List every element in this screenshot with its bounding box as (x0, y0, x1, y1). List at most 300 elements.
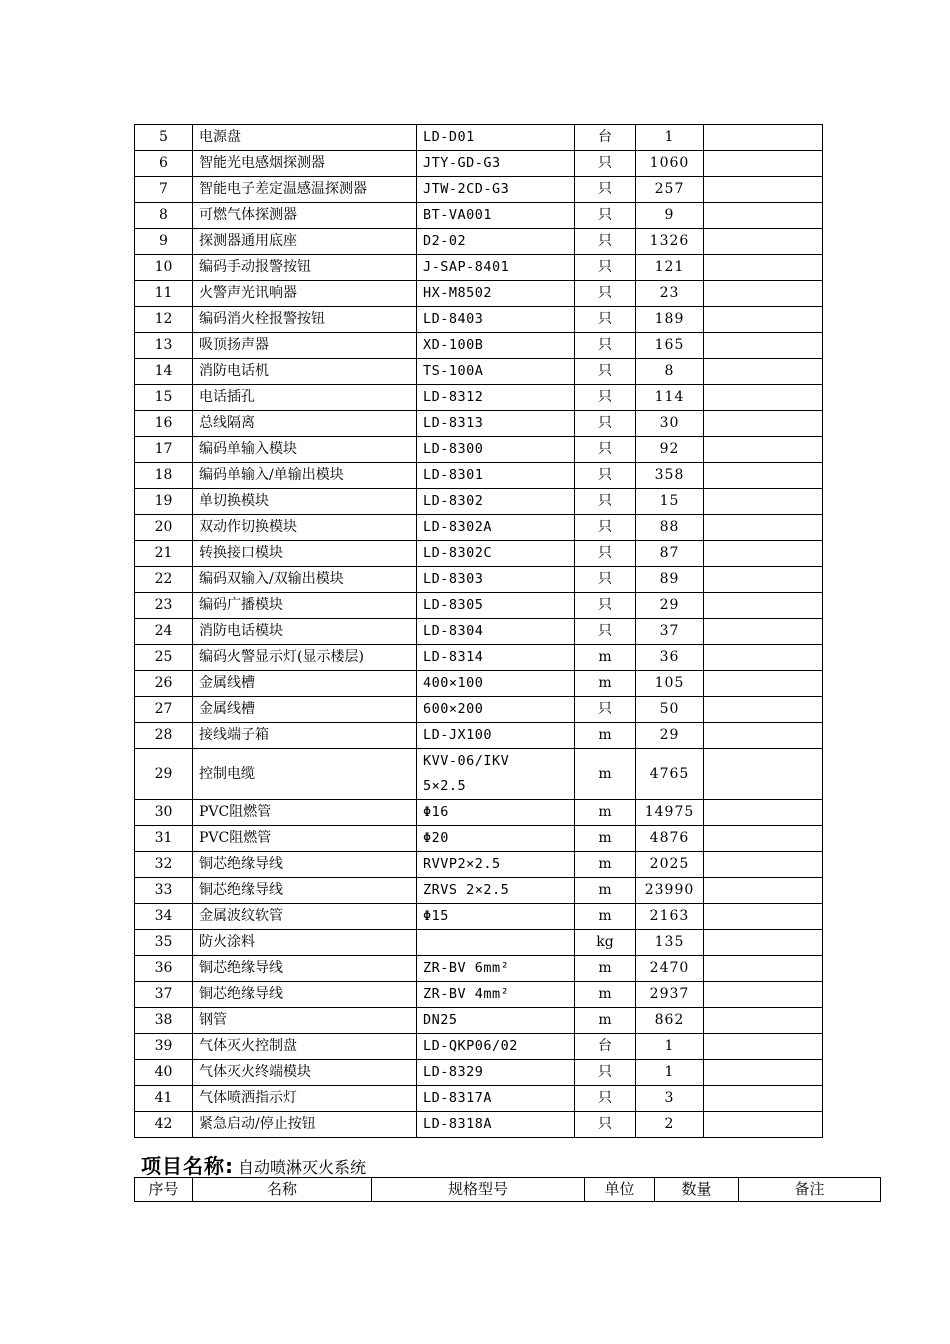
item-name: 控制电缆 (193, 749, 417, 800)
item-unit: 只 (575, 229, 636, 255)
item-model-line: ZR-BV 6mm² (423, 960, 510, 976)
item-quantity: 358 (636, 463, 704, 489)
item-note (704, 203, 823, 229)
table-row (135, 904, 823, 930)
item-model-line: ZR-BV 4mm² (423, 986, 510, 1002)
row-number: 27 (135, 697, 193, 723)
item-note (704, 982, 823, 1008)
item-unit: 只 (575, 359, 636, 385)
item-model (417, 333, 575, 359)
item-model (417, 437, 575, 463)
row-number: 42 (135, 1112, 193, 1138)
table-row (135, 255, 823, 281)
table-row (135, 151, 823, 177)
item-quantity: 165 (636, 333, 704, 359)
item-quantity: 4876 (636, 826, 704, 852)
item-name: 编码火警显示灯(显示楼层) (193, 645, 417, 671)
project-title (141, 1150, 366, 1179)
item-name: 铜芯绝缘导线 (193, 852, 417, 878)
item-name: 电源盘 (193, 125, 417, 151)
item-quantity: 121 (636, 255, 704, 281)
item-quantity: 862 (636, 1008, 704, 1034)
row-number: 17 (135, 437, 193, 463)
item-model-line: HX-M8502 (423, 285, 493, 301)
item-model (417, 800, 575, 826)
row-number: 20 (135, 515, 193, 541)
header-cell-unit: 单位 (585, 1178, 655, 1202)
header-cell-name: 名称 (193, 1178, 372, 1202)
item-note (704, 567, 823, 593)
table-row (135, 307, 823, 333)
item-name: 气体喷洒指示灯 (193, 1086, 417, 1112)
item-model-line: LD-8303 (423, 571, 484, 587)
row-number: 32 (135, 852, 193, 878)
item-model-line: Φ16 (423, 804, 449, 820)
item-model-line: J-SAP-8401 (423, 259, 510, 275)
row-number: 40 (135, 1060, 193, 1086)
item-model-line: LD-JX100 (423, 727, 493, 743)
row-number: 18 (135, 463, 193, 489)
table-row (135, 826, 823, 852)
table-row (135, 697, 823, 723)
item-model-line: RVVP2×2.5 (423, 856, 501, 872)
item-quantity: 23 (636, 281, 704, 307)
item-model-line: XD-100B (423, 337, 484, 353)
item-note (704, 593, 823, 619)
table-row (135, 1060, 823, 1086)
row-number: 41 (135, 1086, 193, 1112)
item-model-line: 5×2.5 (423, 778, 467, 794)
item-name: 金属线槽 (193, 697, 417, 723)
item-model-line: LD-8313 (423, 415, 484, 431)
item-model (417, 852, 575, 878)
row-number: 9 (135, 229, 193, 255)
project-name: 自动喷淋灭火系统 (238, 1158, 367, 1177)
item-note (704, 151, 823, 177)
row-number: 23 (135, 593, 193, 619)
item-name: PVC阻燃管 (193, 826, 417, 852)
item-quantity: 114 (636, 385, 704, 411)
row-number: 28 (135, 723, 193, 749)
item-model (417, 229, 575, 255)
item-model (417, 1112, 575, 1138)
item-name: 紧急启动/停止按钮 (193, 1112, 417, 1138)
row-number: 33 (135, 878, 193, 904)
item-note (704, 904, 823, 930)
item-unit: 只 (575, 1060, 636, 1086)
item-model-line: KVV-06/IKV (423, 753, 510, 769)
item-name: 吸顶扬声器 (193, 333, 417, 359)
table-row (135, 593, 823, 619)
item-model (417, 723, 575, 749)
item-unit: 只 (575, 1086, 636, 1112)
item-model-line: Φ15 (423, 908, 449, 924)
item-model-line: LD-8304 (423, 623, 484, 639)
item-model-line: DN25 (423, 1012, 458, 1028)
item-quantity: 1 (636, 125, 704, 151)
item-model-line: TS-100A (423, 363, 484, 379)
item-model-line: LD-D01 (423, 129, 475, 145)
item-unit: m (575, 826, 636, 852)
row-number: 16 (135, 411, 193, 437)
item-note (704, 826, 823, 852)
item-unit: 只 (575, 307, 636, 333)
table-row (135, 723, 823, 749)
item-quantity: 2470 (636, 956, 704, 982)
table-row (135, 956, 823, 982)
item-name: 火警声光讯响器 (193, 281, 417, 307)
item-quantity: 29 (636, 593, 704, 619)
item-name: 探测器通用底座 (193, 229, 417, 255)
item-note (704, 930, 823, 956)
item-model-line: LD-8302 (423, 493, 484, 509)
item-unit: 只 (575, 619, 636, 645)
item-note (704, 671, 823, 697)
row-number: 19 (135, 489, 193, 515)
item-model (417, 541, 575, 567)
item-unit: 台 (575, 125, 636, 151)
item-note (704, 1060, 823, 1086)
item-unit: 只 (575, 463, 636, 489)
item-model (417, 203, 575, 229)
item-unit: m (575, 852, 636, 878)
item-unit: m (575, 645, 636, 671)
table-row (135, 800, 823, 826)
item-note (704, 541, 823, 567)
item-unit: 台 (575, 1034, 636, 1060)
item-quantity: 257 (636, 177, 704, 203)
table-row (135, 411, 823, 437)
item-unit: 只 (575, 151, 636, 177)
item-model (417, 826, 575, 852)
table-row (135, 333, 823, 359)
item-name: 金属波纹软管 (193, 904, 417, 930)
item-model-line: LD-QKP06/02 (423, 1038, 518, 1054)
item-note (704, 333, 823, 359)
sprinkler-table-header (134, 1177, 881, 1202)
item-unit: 只 (575, 489, 636, 515)
row-number: 38 (135, 1008, 193, 1034)
table-row (135, 1034, 823, 1060)
item-model-line: LD-8329 (423, 1064, 484, 1080)
item-name: 编码消火栓报警按钮 (193, 307, 417, 333)
item-unit: m (575, 723, 636, 749)
row-number: 29 (135, 749, 193, 800)
item-model-line: 400×100 (423, 675, 484, 691)
item-name: 电话插孔 (193, 385, 417, 411)
row-number: 12 (135, 307, 193, 333)
item-quantity: 15 (636, 489, 704, 515)
item-quantity: 36 (636, 645, 704, 671)
item-unit: m (575, 904, 636, 930)
item-model (417, 411, 575, 437)
item-quantity: 1 (636, 1060, 704, 1086)
table-row (135, 671, 823, 697)
row-number: 8 (135, 203, 193, 229)
item-name: PVC阻燃管 (193, 800, 417, 826)
row-number: 36 (135, 956, 193, 982)
item-note (704, 697, 823, 723)
item-unit: 只 (575, 541, 636, 567)
item-note (704, 645, 823, 671)
item-name: 消防电话模块 (193, 619, 417, 645)
item-model (417, 697, 575, 723)
row-number: 5 (135, 125, 193, 151)
header-cell-note: 备注 (739, 1178, 881, 1202)
table-row (135, 645, 823, 671)
table-row (135, 177, 823, 203)
item-name: 编码单输入/单输出模块 (193, 463, 417, 489)
item-unit: kg (575, 930, 636, 956)
item-quantity: 29 (636, 723, 704, 749)
item-unit: 只 (575, 281, 636, 307)
item-unit: 只 (575, 697, 636, 723)
item-model (417, 749, 575, 800)
table-row (135, 515, 823, 541)
row-number: 25 (135, 645, 193, 671)
item-name: 金属线槽 (193, 671, 417, 697)
table-row (135, 489, 823, 515)
item-name: 编码手动报警按钮 (193, 255, 417, 281)
item-quantity: 8 (636, 359, 704, 385)
item-note (704, 852, 823, 878)
item-quantity: 14975 (636, 800, 704, 826)
item-model (417, 645, 575, 671)
item-model (417, 1086, 575, 1112)
item-note (704, 1034, 823, 1060)
table-row (135, 930, 823, 956)
row-number: 11 (135, 281, 193, 307)
item-quantity: 89 (636, 567, 704, 593)
table-row (135, 125, 823, 151)
row-number: 30 (135, 800, 193, 826)
item-name: 总线隔离 (193, 411, 417, 437)
item-name: 气体灭火终端模块 (193, 1060, 417, 1086)
header-cell-qty: 数量 (655, 1178, 739, 1202)
item-unit: m (575, 800, 636, 826)
item-model (417, 177, 575, 203)
item-note (704, 1008, 823, 1034)
item-note (704, 878, 823, 904)
item-unit: 只 (575, 255, 636, 281)
table-row (135, 229, 823, 255)
item-unit: m (575, 671, 636, 697)
item-unit: 只 (575, 203, 636, 229)
row-number: 14 (135, 359, 193, 385)
item-quantity: 4765 (636, 749, 704, 800)
item-note (704, 281, 823, 307)
table-row (135, 463, 823, 489)
item-note (704, 515, 823, 541)
item-model-line: JTW-2CD-G3 (423, 181, 510, 197)
item-unit: m (575, 749, 636, 800)
item-model-line: LD-8305 (423, 597, 484, 613)
equipment-table (134, 124, 823, 1138)
item-unit: 只 (575, 385, 636, 411)
table-row (135, 878, 823, 904)
item-model (417, 359, 575, 385)
item-note (704, 723, 823, 749)
item-unit: 只 (575, 411, 636, 437)
item-quantity: 87 (636, 541, 704, 567)
item-model-line: LD-8314 (423, 649, 484, 665)
item-name: 铜芯绝缘导线 (193, 982, 417, 1008)
row-number: 22 (135, 567, 193, 593)
table-row (135, 437, 823, 463)
table-row (135, 1112, 823, 1138)
item-note (704, 489, 823, 515)
item-unit: 只 (575, 437, 636, 463)
row-number: 6 (135, 151, 193, 177)
item-model (417, 1060, 575, 1086)
row-number: 34 (135, 904, 193, 930)
row-number: 7 (135, 177, 193, 203)
item-model (417, 567, 575, 593)
item-note (704, 956, 823, 982)
item-quantity: 30 (636, 411, 704, 437)
item-name: 铜芯绝缘导线 (193, 956, 417, 982)
item-name: 智能电子差定温感温探测器 (193, 177, 417, 203)
header-cell-no: 序号 (135, 1178, 193, 1202)
item-model (417, 255, 575, 281)
item-note (704, 619, 823, 645)
item-quantity: 92 (636, 437, 704, 463)
table-row (135, 281, 823, 307)
item-name: 消防电话机 (193, 359, 417, 385)
item-unit: m (575, 878, 636, 904)
item-quantity: 23990 (636, 878, 704, 904)
item-model (417, 593, 575, 619)
item-quantity: 9 (636, 203, 704, 229)
row-number: 37 (135, 982, 193, 1008)
table-row (135, 852, 823, 878)
item-name: 气体灭火控制盘 (193, 1034, 417, 1060)
item-name: 转换接口模块 (193, 541, 417, 567)
item-name: 可燃气体探测器 (193, 203, 417, 229)
item-model (417, 489, 575, 515)
row-number: 21 (135, 541, 193, 567)
item-model (417, 671, 575, 697)
row-number: 26 (135, 671, 193, 697)
row-number: 31 (135, 826, 193, 852)
item-note (704, 411, 823, 437)
item-name: 防火涂料 (193, 930, 417, 956)
table-row (135, 567, 823, 593)
item-quantity: 2163 (636, 904, 704, 930)
item-name: 钢管 (193, 1008, 417, 1034)
item-note (704, 359, 823, 385)
item-model (417, 1034, 575, 1060)
table-row (135, 1008, 823, 1034)
item-model-line: LD-8312 (423, 389, 484, 405)
item-model-line: LD-8302A (423, 519, 493, 535)
item-model-line: ZRVS 2×2.5 (423, 882, 510, 898)
item-model-line: 600×200 (423, 701, 484, 717)
item-quantity: 88 (636, 515, 704, 541)
item-quantity: 3 (636, 1086, 704, 1112)
header-cell-model: 规格型号 (372, 1178, 585, 1202)
item-model-line: LD-8302C (423, 545, 493, 561)
item-note (704, 437, 823, 463)
header-row (135, 1178, 881, 1202)
item-unit: m (575, 956, 636, 982)
item-unit: 只 (575, 333, 636, 359)
row-number: 13 (135, 333, 193, 359)
item-unit: m (575, 982, 636, 1008)
item-model (417, 151, 575, 177)
item-model-line: D2-02 (423, 233, 467, 249)
item-model (417, 307, 575, 333)
item-model (417, 982, 575, 1008)
item-model (417, 878, 575, 904)
table-row (135, 359, 823, 385)
project-label: 项目名称: (141, 1154, 234, 1178)
item-quantity: 2025 (636, 852, 704, 878)
row-number: 10 (135, 255, 193, 281)
item-model (417, 904, 575, 930)
item-model-line: JTY-GD-G3 (423, 155, 501, 171)
item-name: 铜芯绝缘导线 (193, 878, 417, 904)
item-model-line: LD-8300 (423, 441, 484, 457)
item-model (417, 125, 575, 151)
table-row (135, 1086, 823, 1112)
item-unit: 只 (575, 1112, 636, 1138)
table-row (135, 385, 823, 411)
item-name: 单切换模块 (193, 489, 417, 515)
item-model (417, 385, 575, 411)
item-name: 编码单输入模块 (193, 437, 417, 463)
item-note (704, 1086, 823, 1112)
equipment-table-body (135, 125, 823, 1138)
item-model (417, 1008, 575, 1034)
item-quantity: 1 (636, 1034, 704, 1060)
item-note (704, 229, 823, 255)
item-model-line: LD-8301 (423, 467, 484, 483)
item-note (704, 307, 823, 333)
item-note (704, 1112, 823, 1138)
item-model-line: Φ20 (423, 830, 449, 846)
item-note (704, 177, 823, 203)
item-model-line: LD-8403 (423, 311, 484, 327)
item-note (704, 255, 823, 281)
item-name: 双动作切换模块 (193, 515, 417, 541)
table-row (135, 203, 823, 229)
item-quantity: 135 (636, 930, 704, 956)
item-quantity: 189 (636, 307, 704, 333)
item-model (417, 930, 575, 956)
table-row (135, 619, 823, 645)
item-quantity: 1326 (636, 229, 704, 255)
item-model (417, 619, 575, 645)
item-quantity: 105 (636, 671, 704, 697)
item-model-line: LD-8317A (423, 1090, 493, 1106)
item-model (417, 281, 575, 307)
item-unit: 只 (575, 515, 636, 541)
item-quantity: 37 (636, 619, 704, 645)
item-note (704, 800, 823, 826)
item-quantity: 50 (636, 697, 704, 723)
item-name: 编码广播模块 (193, 593, 417, 619)
item-note (704, 125, 823, 151)
item-model (417, 463, 575, 489)
item-unit: 只 (575, 177, 636, 203)
row-number: 24 (135, 619, 193, 645)
item-unit: 只 (575, 567, 636, 593)
item-note (704, 749, 823, 800)
row-number: 35 (135, 930, 193, 956)
item-name: 接线端子箱 (193, 723, 417, 749)
table-row (135, 982, 823, 1008)
